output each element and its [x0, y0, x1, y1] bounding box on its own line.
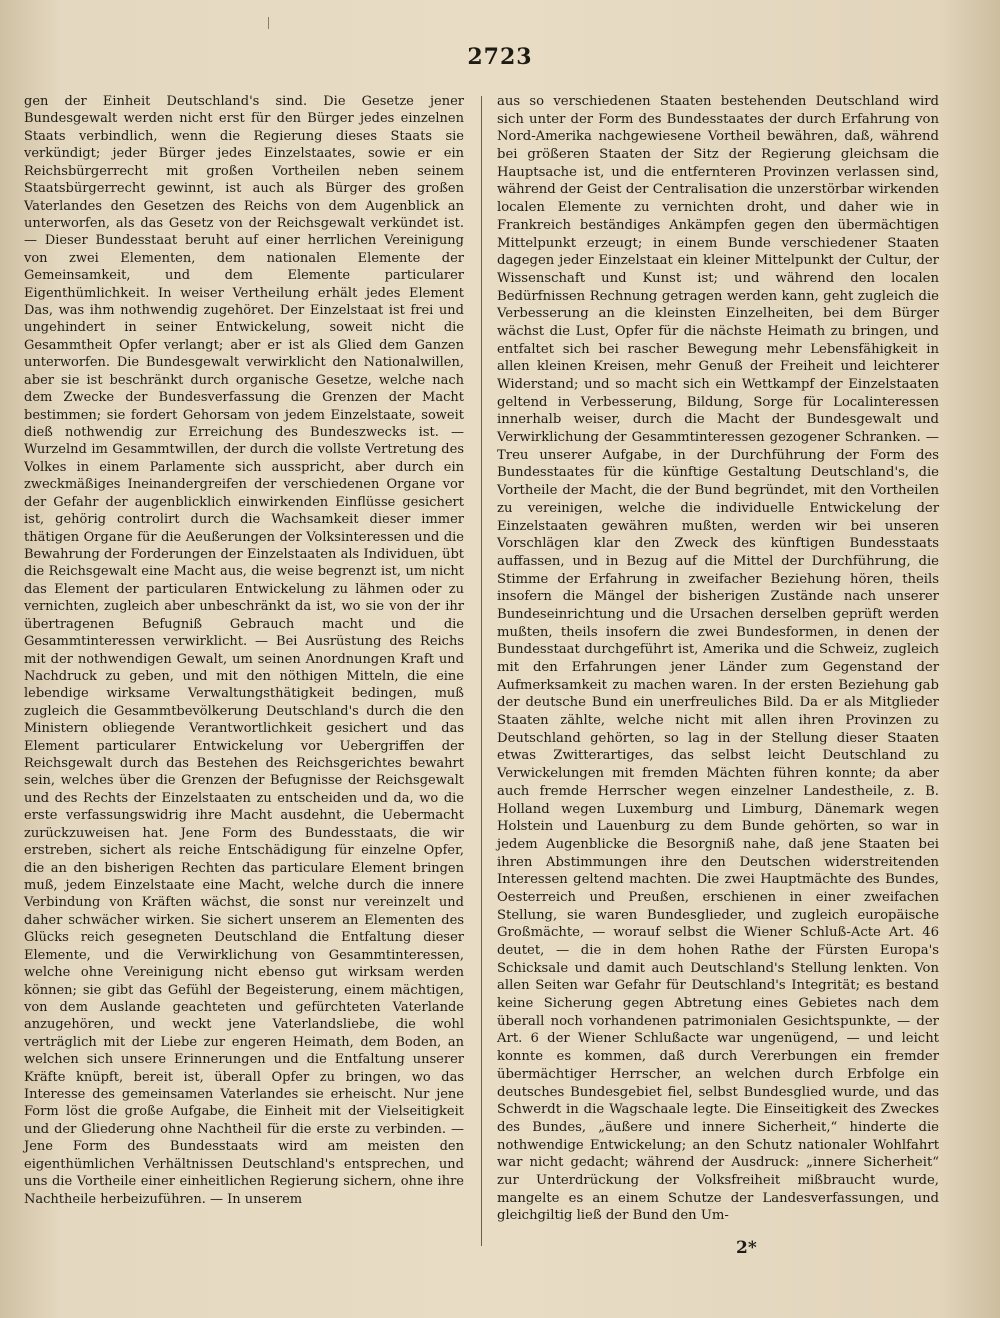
column-right-text: aus so verschiedenen Staaten bestehenden Deutschland wird sich unter der Form des Bundesstaates der durch Erfahrung von Nord-Amerika nachgewiesene Vortheil bewähren, daß, während bei größeren Staaten der Sitz der Regierung gleichsam die Hauptsache ist, und die entfernteren Provinzen verlassen sind, während der Geist der Centralisation die unzerstörbar wirkenden localen Elemente zu vernichten droht, und daher wie in Frankreich beständiges Ankämpfen gegen den übermächtigen Mittelpunkt erzeugt; in einem Bunde verschiedener Staaten dagegen jeder Einzelstaat ein kleiner Mittelpunkt der Cultur, der Wissenschaft und Kunst ist; und während den localen Bedürfnissen Rechnung getragen werden kann, geht zugleich die Verbesserung an die kleinsten Einzelheiten, bei dem Bürger wächst die Lust, Opfer für die nächste Heimath zu bringen, und entfaltet sich bei rascher Bewegung mehr Lebensfähigkeit in allen kleinen Kreisen, mehr Genuß der Freiheit und leichterer Widerstand; und so macht sich ein Wettkampf der Einzelstaaten geltend in Verbesserung, Bildung, Sorge für Localinteressen innerhalb weiser, durch die Macht der Bundesgewalt und Verwirklichung der Gesammtinteressen gezogener Schranken. — Treu unserer Aufgabe, in der Durchführung der Form des Bundesstaates für die künftige Gestaltung Deutschland's, die Vortheile der Macht, die der Bund begründet, mit den Vortheilen zu vereinigen, welche die individuelle Entwickelung der Einzelstaaten gewähren mußten, werden wir bei unseren Vorschlägen klar den Zweck des künftigen Bundesstaats auffassen, und in Bezug auf die Mittel der Durchführung, die Stimme der Erfahrung in zweifacher Beziehung hören, theils insofern die Mängel der bisherigen Zustände nach unserer Bundeseinrichtung und die Ursachen derselben geprüft werden mußten, theils insofern die zwei Bundesformen, in denen der Bundesstaat durchgeführt ist, Amerika und die Schweiz, zugleich mit den Erfahrungen jener Länder zum Gegenstand der Aufmerksamkeit zu machen waren. In der ersten Beziehung gab der deutsche Bund ein unerfreuliches Bild. Da er als Mitglieder Staaten zählte, welche nicht mit allen ihren Provinzen zu Deutschland gehörten, so lag in der Stellung dieser Staaten etwas Zwitterartiges, das selbst leicht Deutschland zu Verwickelungen mit fremden Mächten führen konnte; da aber auch fremde Herrscher wegen einzelner Landestheile, z. B. Holland wegen Luxemburg und Limburg, Dänemark wegen Holstein und Lauenburg zu dem Bunde gehörten, so war in jedem Augenblicke die Besorgniß nahe, daß jene Staaten bei ihren Abstimmungen ihre den Deutschen widerstreitenden Interessen geltend machten. Die zwei Hauptmächte des Bundes, Oesterreich und Preußen, erschienen in einer zweifachen Stellung, sie waren Bundesglieder, und zugleich europäische Großmächte, — worauf selbst die Wiener Schluß-Acte Art. 46 deutet, — die in dem hohen Rathe der Fürsten Europa's Schicksale und damit auch Deutschland's Stellung lenkten. Von allen Seiten war Gefahr für Deutschland's Integrität; es bestand keine Sicherung gegen Abtretung eines Gebietes nach dem überall noch vorhandenen patrimonialen Gesichtspunkte, — der Art. 6 der Wiener Schlußacte war ungenügend, — und leicht konnte es kommen, daß durch Vererbungen ein fremder übermächtiger Herrscher, an welchen durch Erbfolge ein deutsches Bundesgebiet fiel, selbst Bundesglied wurde, und das Schwerdt in die Wagschaale legte. Die Einseitigkeit des Zweckes des Bundes, „äußere und innere Sicherheit,“ hinderte die nothwendige Entwickelung; an den Schutz nationaler Wohlfahrt war nicht gedacht; während der Ausdruck: „innere Sicherheit“ zur Unterdrückung der Volksfreiheit mißbraucht wurde, mangelte es an einem Schutze der Landesverfassungen, und gleichgiltig ließ der Bund den Um- [497, 94, 939, 1224]
margin-mark [268, 17, 269, 29]
page-number: 2723 [467, 44, 533, 70]
signature-mark: 2* [736, 1238, 757, 1258]
column-left-text: gen der Einheit Deutschland's sind. Die Gesetze jener Bundesgewalt werden nicht erst für den Bürger jedes einzelnen Staats verbindlich, wenn die Regierung dieses Staats sie verkündigt; jeder Bürger jedes Einzelstaates, sowie er ein Reichsbürgerrecht mit großen Vortheilen neben seinem Staatsbürgerrecht gewinnt, ist auch als Bürger des großen Vaterlandes den Gesetzen des Reichs von dem Augenblick an unterworfen, als das Gesetz von der Reichsgewalt verkündet ist. — Dieser Bundesstaat beruht auf einer herrlichen Vereinigung von zwei Elementen, dem nationalen Elemente der Gemeinsamkeit, und dem Elemente particularer Eigenthümlichkeit. In weiser Vertheilung erhält jedes Element Das, was ihm nothwendig zugehöret. Der Einzelstaat ist frei und ungehindert in seiner Entwickelung, soweit nicht die Gesammtheit Opfer verlangt; aber er ist als Glied dem Ganzen unterworfen. Die Bundesgewalt verwirklicht den Nationalwillen, aber sie ist beschränkt durch organische Gesetze, welche nach dem Zwecke der Bundesverfassung die Grenzen der Macht bestimmen; sie fordert Gehorsam von jedem Einzelstaate, soweit dieß nothwendig zur Erreichung des Bundeszwecks ist. — Wurzelnd im Gesammtwillen, der durch die vollste Vertretung des Volkes in einem Parlamente sich ausspricht, aber durch ein zweckmäßiges Ineinandergreifen der verschiedenen Organe vor der Gefahr der augenblicklich einwirkenden Einflüsse gesichert ist, gehörig controlirt durch die Wachsamkeit dieser immer thätigen Organe für die Aeußerungen der Volksinteressen und die Bewahrung der Forderungen der Einzelstaaten als Individuen, übt die Reichsgewalt eine Macht aus, die weise begrenzt ist, um nicht das Element der particularen Entwickelung zu lähmen oder zu vernichten, zugleich aber unbeschränkt da ist, wo sie von der ihr übertragenen Befugniß Gebrauch macht und die Gesammtinteressen verwirklicht. — Bei Ausrüstung des Reichs mit der nothwendigen Gewalt, um seinen Anordnungen Kraft und Nachdruck zu geben, und mit den nöthigen Mitteln, die eine lebendige wirksame Verwaltungsthätigkeit bedingen, muß zugleich die Gesammtbevölkerung Deutschland's durch die den Ministern obliegende Verantwortlichkeit gesichert und das Element particularer Entwickelung vor Uebergriffen der Reichsgewalt durch das Bestehen des Reichsgerichtes bewahrt sein, welches über die Grenzen der Befugnisse der Reichsgewalt und des Rechts der Einzelstaaten zu entscheiden und da, wo die erste verfassungswidrig ihre Macht ausdehnt, die Uebermacht zurückzuweisen hat. Jene Form des Bundesstaats, die wir erstreben, sichert als reiche Entschädigung für einzelne Opfer, die an den bisherigen Rechten das particulare Element bringen muß, jedem Einzelstaate eine Macht, welche durch die innere Verbindung von Kräften wächst, die sonst nur vereinzelt und daher schwächer wirken. Sie sichert unserem an Elementen des Glücks reich gesegneten Deutschland die Entfaltung dieser Elemente, und die Verwirklichung von Gesammtinteressen, welche ohne Vereinigung nicht ebenso gut wirksam werden können; sie gibt das Gefühl der Begeisterung, einem mächtigen, von dem Auslande geachteten und gefürchteten Vaterlande anzugehören, und weckt jene Vaterlandsliebe, die wohl verträglich mit der Liebe zur engeren Heimath, dem Boden, an welchen sich unsere Erinnerungen und die Entfaltung unserer Kräfte knüpft, bereit ist, überall Opfer zu bringen, wo das Interesse des gemeinsamen Vaterlandes sie erheischt. Nur jene Form löst die große Aufgabe, die Einheit mit der Vielseitigkeit und der Gliederung ohne Nachtheil für die erste zu verbinden. — Jene Form des Bundesstaats wird am meisten den eigenthümlichen Verhältnissen Deutschland's entsprechen, und uns die Vortheile einer einheitlichen Regierung sichern, ohne ihre Nachtheile herbeizuführen. — In unserem [24, 94, 464, 1207]
text-column-left [24, 93, 464, 1208]
column-divider [481, 96, 482, 1246]
text-column-right [497, 93, 939, 1225]
